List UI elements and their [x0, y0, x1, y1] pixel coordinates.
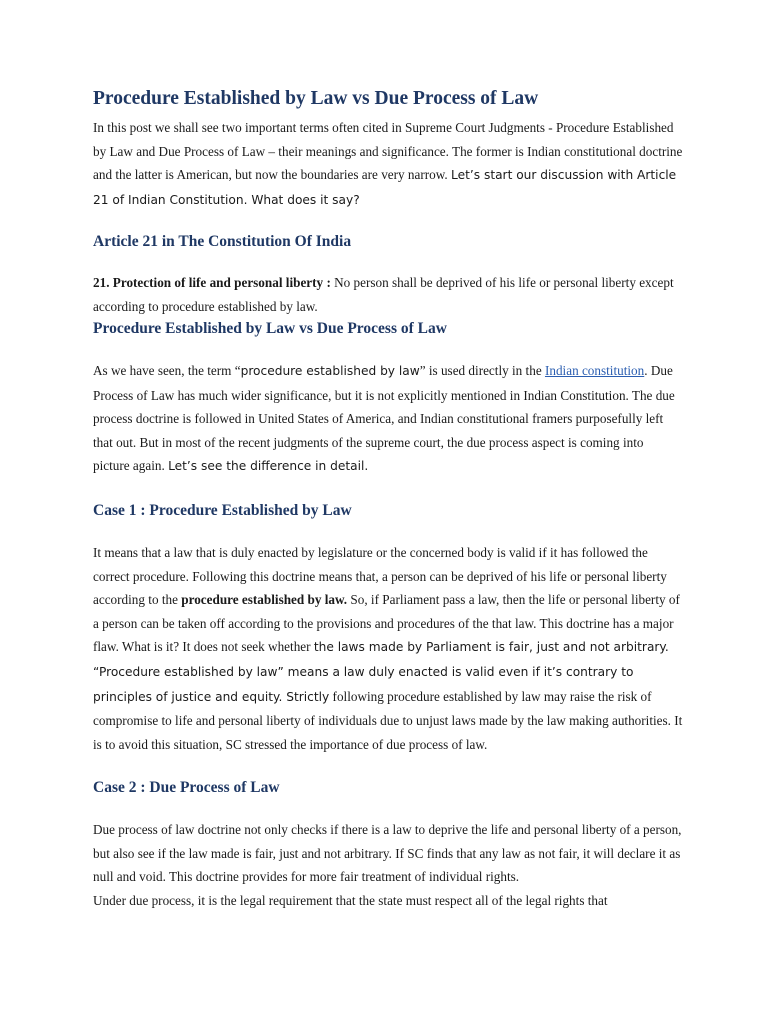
intro-text: In this post we shall see two important terms often cited in Supreme Court Judgments - Procedure Established by Law and Due Process of Law – their meanings and significance. The former is Indian constitutional doctrine and the latter is American, but now the boundaries are very narrow. — [93, 120, 683, 183]
intro-paragraph — [93, 116, 683, 212]
indian-constitution-link[interactable]: Indian constitution — [544, 363, 645, 378]
section-text-c: . Due Process of Law has much wider significance, but it is not explicitly mentioned in Indian Constitution. The due process doctrine is followed in United States of America, and Indian constitutional framers purposefully left that out. But in most of the recent judgments of the supreme court, the due process aspect is coming into picture again. — [93, 363, 675, 474]
intro-text-sans: Let’s start our discussion with Article 21 of Indian Constitution. What does it say? — [93, 168, 677, 207]
article-text: No person shall be deprived of his life or personal liberty except according to procedure established by law. — [93, 275, 674, 314]
case2-text: Due process of law doctrine not only checks if there is a law to deprive the life and personal liberty of a person, but also see if the law made is fair, just and not arbitrary. If SC finds that any law as not fair, it will declare it as null and void. This doctrine provides for more fair treatment of individual rights. — [93, 822, 682, 885]
case2-heading: Case 2 : Due Process of Law — [93, 779, 280, 796]
last-line: Under due process, it is the legal requirement that the state must respect all of the legal rights that — [93, 892, 608, 908]
section-text-b: ” is used directly in the — [419, 363, 545, 378]
case1-paragraph — [93, 541, 683, 756]
case2-paragraph — [93, 818, 683, 912]
page-title: Procedure Established by Law vs Due Process of Law — [93, 88, 539, 109]
article-label: 21. Protection of life and personal liberty : — [93, 275, 331, 290]
section-paragraph — [93, 359, 683, 479]
case1-text-a: It means that a law that is duly enacted by legislature or the concerned body is valid if it has followed the correct procedure. Following this doctrine means that, a person can be deprived of his life or personal liberty according to the — [93, 545, 667, 608]
section-text-d-sans: Let’s see the difference in detail. — [168, 459, 369, 474]
case1-text-d: following procedure established by law may raise the risk of compromise to life and personal liberty of individuals due to unjust laws made by the law making authorities. It is to avoid this situation, SC stressed the importance of due process of law. — [93, 688, 683, 752]
case1-text-b: So, if Parliament pass a law, then the life or personal liberty of a person can be taken off according to the provisions and procedures of the that law. This doctrine has a major flaw. What is it? It does not seek whether — [93, 592, 680, 655]
case1-heading: Case 1 : Procedure Established by Law — [93, 502, 352, 519]
section-heading: Procedure Established by Law vs Due Process of Law — [93, 320, 447, 337]
article-heading: Article 21 in The Constitution Of India — [93, 233, 352, 250]
case1-bold: procedure established by law. — [181, 592, 348, 608]
article-paragraph — [93, 271, 683, 318]
section-text-a: As we have seen, the term “ — [93, 363, 241, 378]
section-text-a-sans: procedure established by law — [240, 364, 420, 378]
case1-text-c-sans: the laws made by Parliament is fair, just and not arbitrary. “Procedure established by law” means a law duly enacted is valid even if it’s contrary to principles of justice and equity. Strictly — [93, 640, 669, 704]
